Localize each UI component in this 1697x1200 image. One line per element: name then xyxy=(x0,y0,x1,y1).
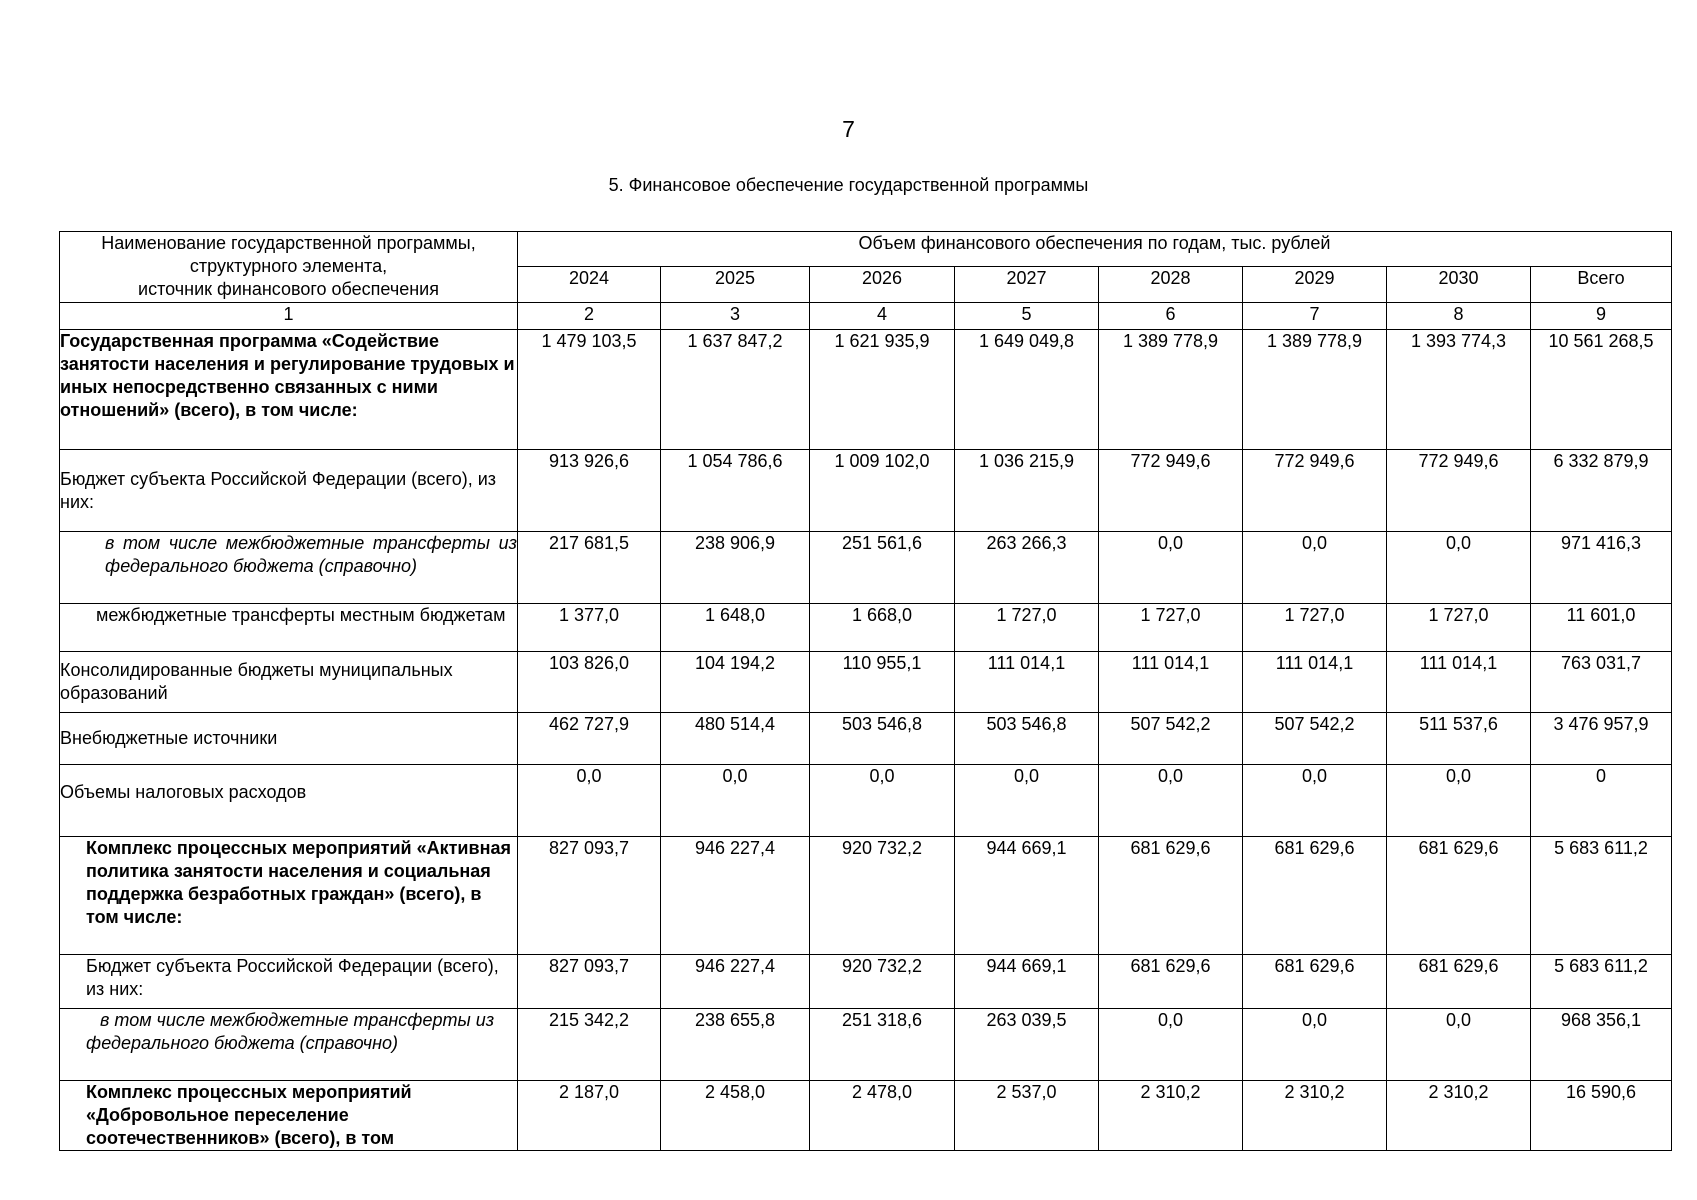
table-row xyxy=(60,652,1672,713)
column-number: 7 xyxy=(1243,303,1387,330)
row-name: Бюджет субъекта Российской Федерации (всего), из них: xyxy=(60,450,518,532)
name-header-line-3: источник финансового обеспечения xyxy=(138,279,439,299)
cell-value: 2 458,0 xyxy=(661,1081,810,1151)
column-number-row xyxy=(60,303,1672,330)
row-name: Комплекс процессных мероприятий «Активная политика занятости населения и социальная поддержка безработных граждан» (всего), в том числе: xyxy=(60,837,518,955)
cell-value: 920 732,2 xyxy=(810,837,955,955)
cell-value: 1 637 847,2 xyxy=(661,330,810,450)
cell-value: 1 727,0 xyxy=(1099,604,1243,652)
cell-value: 920 732,2 xyxy=(810,955,955,1009)
row-name: в том числе межбюджетные трансферты из федерального бюджета (справочно) xyxy=(60,532,518,604)
cell-value: 238 906,9 xyxy=(661,532,810,604)
cell-value: 5 683 611,2 xyxy=(1531,837,1672,955)
table-row xyxy=(60,1081,1672,1151)
cell-value: 2 310,2 xyxy=(1099,1081,1243,1151)
cell-value: 263 266,3 xyxy=(955,532,1099,604)
cell-value: 772 949,6 xyxy=(1243,450,1387,532)
row-name: межбюджетные трансферты местным бюджетам xyxy=(60,604,518,652)
cell-value: 681 629,6 xyxy=(1099,955,1243,1009)
cell-value: 681 629,6 xyxy=(1387,837,1531,955)
cell-value: 0,0 xyxy=(1243,1009,1387,1081)
financing-table xyxy=(59,231,1672,1151)
cell-value: 0,0 xyxy=(1387,765,1531,837)
cell-value: 1 668,0 xyxy=(810,604,955,652)
cell-value: 2 187,0 xyxy=(518,1081,661,1151)
cell-value: 1 054 786,6 xyxy=(661,450,810,532)
row-name: Комплекс процессных мероприятий «Добровольное переселение соотечественников» (всего), в том xyxy=(60,1081,518,1151)
cell-value: 111 014,1 xyxy=(1243,652,1387,713)
cell-value: 110 955,1 xyxy=(810,652,955,713)
cell-value: 507 542,2 xyxy=(1099,713,1243,765)
cell-value: 263 039,5 xyxy=(955,1009,1099,1081)
column-number: 6 xyxy=(1099,303,1243,330)
cell-value: 1 389 778,9 xyxy=(1243,330,1387,450)
cell-value: 946 227,4 xyxy=(661,955,810,1009)
cell-value: 2 478,0 xyxy=(810,1081,955,1151)
cell-value: 111 014,1 xyxy=(955,652,1099,713)
cell-value: 772 949,6 xyxy=(1099,450,1243,532)
cell-value: 0,0 xyxy=(1099,532,1243,604)
cell-value: 0,0 xyxy=(955,765,1099,837)
cell-value: 968 356,1 xyxy=(1531,1009,1672,1081)
cell-value: 1 727,0 xyxy=(955,604,1099,652)
column-number: 5 xyxy=(955,303,1099,330)
cell-value: 103 826,0 xyxy=(518,652,661,713)
table-row xyxy=(60,837,1672,955)
row-name: Объемы налоговых расходов xyxy=(60,765,518,837)
row-name: Консолидированные бюджеты муниципальных образований xyxy=(60,652,518,713)
row-name: Внебюджетные источники xyxy=(60,713,518,765)
name-header-line-1: Наименование государственной программы, xyxy=(101,233,476,253)
cell-value: 0,0 xyxy=(1099,1009,1243,1081)
year-header-total: Всего xyxy=(1531,267,1672,303)
cell-value: 1 389 778,9 xyxy=(1099,330,1243,450)
cell-value: 1 649 049,8 xyxy=(955,330,1099,450)
cell-value: 251 318,6 xyxy=(810,1009,955,1081)
row-name: в том числе межбюджетные трансферты из федерального бюджета (справочно) xyxy=(60,1009,518,1081)
page-number: 7 xyxy=(842,116,855,142)
column-number: 8 xyxy=(1387,303,1531,330)
cell-value: 104 194,2 xyxy=(661,652,810,713)
cell-value: 0,0 xyxy=(1387,532,1531,604)
cell-value: 763 031,7 xyxy=(1531,652,1672,713)
cell-value: 507 542,2 xyxy=(1243,713,1387,765)
section-title: 5. Финансовое обеспечение государственной программы xyxy=(608,175,1089,195)
cell-value: 0,0 xyxy=(810,765,955,837)
cell-value: 10 561 268,5 xyxy=(1531,330,1672,450)
cell-value: 0,0 xyxy=(1387,1009,1531,1081)
column-number: 3 xyxy=(661,303,810,330)
cell-value: 5 683 611,2 xyxy=(1531,955,1672,1009)
cell-value: 827 093,7 xyxy=(518,955,661,1009)
cell-value: 681 629,6 xyxy=(1243,955,1387,1009)
cell-value: 16 590,6 xyxy=(1531,1081,1672,1151)
cell-value: 827 093,7 xyxy=(518,837,661,955)
year-header-2027: 2027 xyxy=(955,267,1099,303)
cell-value: 681 629,6 xyxy=(1243,837,1387,955)
cell-value: 111 014,1 xyxy=(1387,652,1531,713)
cell-value: 0,0 xyxy=(661,765,810,837)
cell-value: 3 476 957,9 xyxy=(1531,713,1672,765)
cell-value: 1 648,0 xyxy=(661,604,810,652)
cell-value: 215 342,2 xyxy=(518,1009,661,1081)
cell-value: 0,0 xyxy=(1243,532,1387,604)
cell-value: 681 629,6 xyxy=(1387,955,1531,1009)
cell-value: 462 727,9 xyxy=(518,713,661,765)
year-header-2025: 2025 xyxy=(661,267,810,303)
cell-value: 1 393 774,3 xyxy=(1387,330,1531,450)
year-header-2024: 2024 xyxy=(518,267,661,303)
table-row xyxy=(60,955,1672,1009)
cell-value: 111 014,1 xyxy=(1099,652,1243,713)
cell-value: 971 416,3 xyxy=(1531,532,1672,604)
column-number: 1 xyxy=(60,303,518,330)
cell-value: 1 377,0 xyxy=(518,604,661,652)
cell-value: 6 332 879,9 xyxy=(1531,450,1672,532)
cell-value: 1 727,0 xyxy=(1243,604,1387,652)
cell-value: 1 009 102,0 xyxy=(810,450,955,532)
volume-header: Объем финансового обеспечения по годам, тыс. рублей xyxy=(518,232,1672,267)
table-row xyxy=(60,330,1672,450)
cell-value: 217 681,5 xyxy=(518,532,661,604)
cell-value: 480 514,4 xyxy=(661,713,810,765)
cell-value: 0,0 xyxy=(518,765,661,837)
column-number: 9 xyxy=(1531,303,1672,330)
cell-value: 772 949,6 xyxy=(1387,450,1531,532)
year-header-2030: 2030 xyxy=(1387,267,1531,303)
cell-value: 2 537,0 xyxy=(955,1081,1099,1151)
cell-value: 946 227,4 xyxy=(661,837,810,955)
year-header-2028: 2028 xyxy=(1099,267,1243,303)
cell-value: 1 036 215,9 xyxy=(955,450,1099,532)
row-name: Бюджет субъекта Российской Федерации (всего), из них: xyxy=(60,955,518,1009)
cell-value: 681 629,6 xyxy=(1099,837,1243,955)
column-number: 4 xyxy=(810,303,955,330)
cell-value: 1 727,0 xyxy=(1387,604,1531,652)
cell-value: 944 669,1 xyxy=(955,837,1099,955)
cell-value: 913 926,6 xyxy=(518,450,661,532)
cell-value: 511 537,6 xyxy=(1387,713,1531,765)
cell-value: 251 561,6 xyxy=(810,532,955,604)
cell-value: 0,0 xyxy=(1099,765,1243,837)
cell-value: 1 479 103,5 xyxy=(518,330,661,450)
row-name: Государственная программа «Содействие занятости населения и регулирование трудовых и иных непосредственно связанных с ними отношений» (всего), в том числе: xyxy=(60,330,518,450)
cell-value: 503 546,8 xyxy=(955,713,1099,765)
year-header-2026: 2026 xyxy=(810,267,955,303)
cell-value: 1 621 935,9 xyxy=(810,330,955,450)
cell-value: 944 669,1 xyxy=(955,955,1099,1009)
cell-value: 2 310,2 xyxy=(1387,1081,1531,1151)
table-row xyxy=(60,713,1672,765)
cell-value: 2 310,2 xyxy=(1243,1081,1387,1151)
name-header-line-2: структурного элемента, xyxy=(189,256,388,276)
table-row xyxy=(60,604,1672,652)
table-row xyxy=(60,532,1672,604)
table-row xyxy=(60,450,1672,532)
cell-value: 11 601,0 xyxy=(1531,604,1672,652)
cell-value: 0,0 xyxy=(1243,765,1387,837)
cell-value: 238 655,8 xyxy=(661,1009,810,1081)
cell-value: 0 xyxy=(1531,765,1672,837)
column-number: 2 xyxy=(518,303,661,330)
name-column-header xyxy=(60,232,518,303)
table-row xyxy=(60,765,1672,837)
cell-value: 503 546,8 xyxy=(810,713,955,765)
year-header-2029: 2029 xyxy=(1243,267,1387,303)
table-row xyxy=(60,1009,1672,1081)
